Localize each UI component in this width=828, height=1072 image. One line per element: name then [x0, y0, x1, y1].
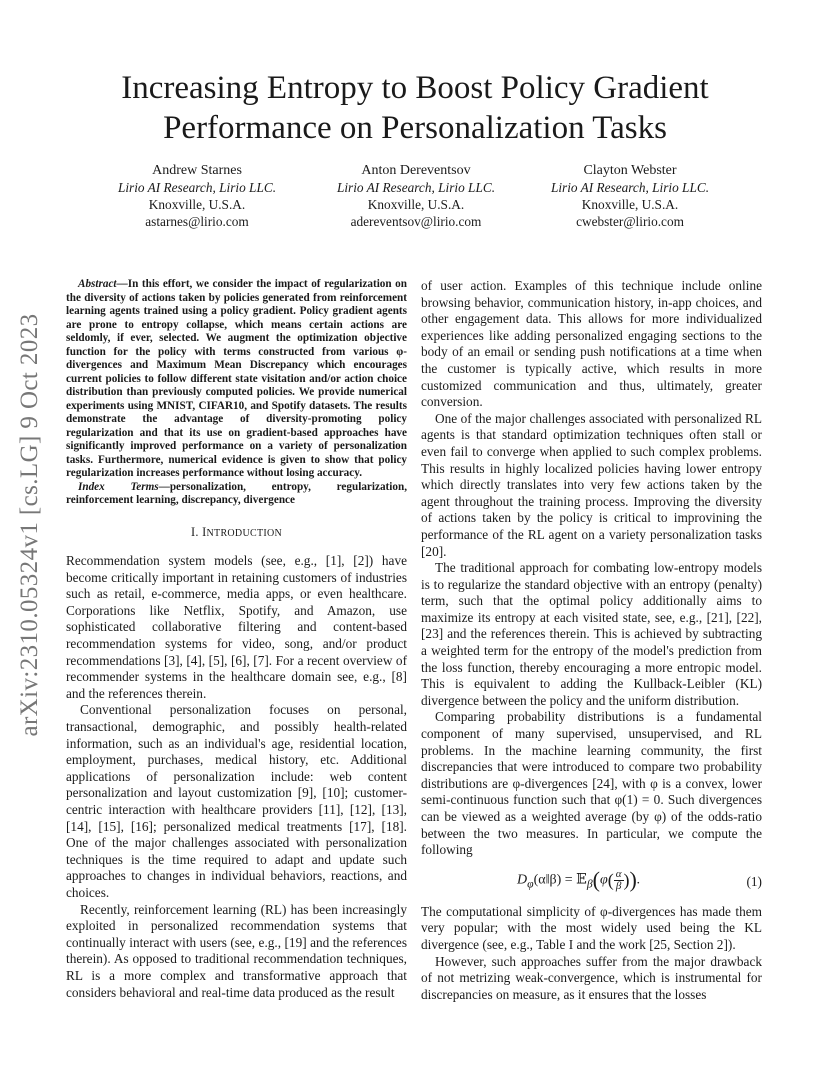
body-paragraph: Comparing probability distributions is a fundamental component of many supervised, unsupervised, and RL problems. In the machine learning community, the first discrepancies that were introduced to compare two probability distributions are φ-divergences [24], with φ is a convex, lower semi-continuous function such that φ(1) = 0. Such divergences can be viewed as a weighted average (by φ) of the odds-ratio between the two measures. In particular, we compute the following	[421, 709, 762, 858]
left-column	[66, 278, 407, 1001]
right-column	[421, 278, 762, 1003]
author-location: Knoxville, U.S.A.	[148, 197, 246, 212]
section-numeral: I.	[190, 524, 199, 539]
author-email: astarnes@lirio.com	[145, 214, 249, 229]
body-paragraph: The traditional approach for combating low-entropy models is to regularize the standard objective with an entropy (penalty) term, such that the optimal policy additionally aims to maximize its entropy at each visited state, see, e.g., [21], [22], [23] and the references therein. This is achieved by subtracting a weighted term for the entropy of the model's prediction from the loss function, thereby encouraging a more entropic model. This is equivalent to adding the Kullback-Leibler (KL) divergence between the policy and the uniform distribution.	[421, 560, 762, 708]
body-paragraph: However, such approaches suffer from the major drawback of not metrizing weak-convergence, which is instrumental for discrepancies on measure, as it ensures that the losses	[421, 953, 762, 1002]
author-location: Knoxville, U.S.A.	[367, 197, 465, 212]
section-heading	[66, 524, 407, 543]
body-paragraph: The computational simplicity of φ-divergences has made them very popular; with the most widely used being the KL divergence (see, e.g., Table I and the work [25, Section 2]).	[421, 903, 762, 952]
title-line-2: Performance on Personalization Tasks	[163, 110, 667, 146]
author-block	[77, 162, 317, 230]
author-email: cwebster@lirio.com	[576, 214, 684, 229]
author-block	[510, 162, 750, 230]
equation-expression: $D_\varphi(\alpha‖\beta)$ = 𝔼$_\beta$(φ( $\frac{\alpha}{\beta}$ )).	[517, 866, 641, 892]
equation	[421, 864, 762, 900]
author-name: Clayton Webster	[583, 163, 677, 178]
body-paragraph: of user action. Examples of this technique include online browsing behavior, communication history, in-app choices, and other engagement data. This allows for more individualized experiences like adding personalized engaging sections to the body of an email or sending push notifications at a time when the customer is typically active, which results in more customized communication and thus, ultimately, greater conversion.	[421, 278, 762, 410]
abstract-label: Abstract	[78, 278, 117, 290]
arxiv-watermark	[5, 295, 55, 755]
index-terms-text: —personalization, entropy, regularization, reinforcement learning, discrepancy, divergence	[66, 480, 407, 506]
equation-number: (1)	[746, 873, 762, 889]
title-line-1: Increasing Entropy to Boost Policy Gradient	[121, 70, 709, 106]
section-title-rest: NTRODUCTION	[206, 527, 283, 539]
author-block	[296, 162, 536, 230]
body-paragraph: Recommendation system models (see, e.g., [1], [2]) have become critically important in retaining customers of industries such as retail, e-commerce, media apps, or even healthcare. Corporations like Netflix, Spotify, and Amazon, use sophisticated collaborative filtering and content-based recommendation systems for video, song, and/or product recommendations [3], [4], [5], [6], [7]. For a recent overview of recommender systems in the healthcare domain see, e.g., [8] and the references therein.	[66, 553, 407, 701]
author-name: Andrew Starnes	[152, 163, 242, 178]
abstract-text: —In this effort, we consider the impact of regularization on the diversity of actions taken by policies generated from reinforcement learning agents trained using a policy gradient. Policy gradient agents are prone to entropy collapse, which means certain actions are seldomly, if ever, selected. We augment the optimization objective function for the policy with terms constructed from various φ-divergences and Maximum Mean Discrepancy which encourages current policies to follow different state visitation and/or action choice distribution than previously computed policies. We provide numerical experiments using MNIST, CIFAR10, and Spotify datasets. The results demonstrate the advantage of diversity-promoting policy regularization and that its use on gradient-based approaches have significantly improved performance on a variety of personalization tasks. Furthermore, numerical evidence is given to show that policy regularization increases performance without losing accuracy.	[66, 278, 407, 479]
paper-title	[60, 68, 770, 148]
body-paragraph: One of the major challenges associated with personalized RL agents is that standard optimization techniques often stall or even fail to converge when applied to such complex problems. This results in highly localized policies having lower entropy which directly translates into very few actions taken by the agent throughout the training process. Improving the diversity of actions taken by the policy is critical to improvining the performance of the RL agent on a variety personalization tasks [20].	[421, 410, 762, 559]
author-email: adereventsov@lirio.com	[350, 214, 482, 229]
author-affiliation: Lirio AI Research, Lirio LLC.	[117, 180, 277, 195]
author-affiliation: Lirio AI Research, Lirio LLC.	[550, 180, 710, 195]
body-paragraph: Recently, reinforcement learning (RL) has been increasingly exploited in personalized recommendation systems that continually interact with users (see, e.g., [19] and the references therein). As opposed to traditional recommendation techniques, RL is a more complex and transformative approach that considers behavioral and real-time data produced as the result	[66, 901, 407, 1000]
abstract	[66, 278, 407, 508]
body-paragraph: Conventional personalization focuses on personal, transactional, demographic, and possibly health-related information, such as an individual's age, residential location, employment, purchases, medical history, etc. Additional applications of personalization include: web content personalization and layout customization [9], [10]; customer-centric interaction with healthcare providers [11], [12], [13], [14], [15], [16]; personalized medical treatments [17], [18]. One of the major challenges associated with personalization techniques is the time required to adapt and update such approaches to changes in individual behaviors, reactions, and choices.	[66, 702, 407, 900]
section-title-first: I	[202, 524, 207, 539]
arxiv-id: arXiv:2310.05324v1 [cs.LG] 9 Oct 2023	[16, 313, 43, 737]
author-name: Anton Dereventsov	[361, 163, 471, 178]
author-location: Knoxville, U.S.A.	[581, 197, 679, 212]
author-affiliation: Lirio AI Research, Lirio LLC.	[336, 180, 496, 195]
index-terms-label: Index Terms	[78, 480, 159, 493]
